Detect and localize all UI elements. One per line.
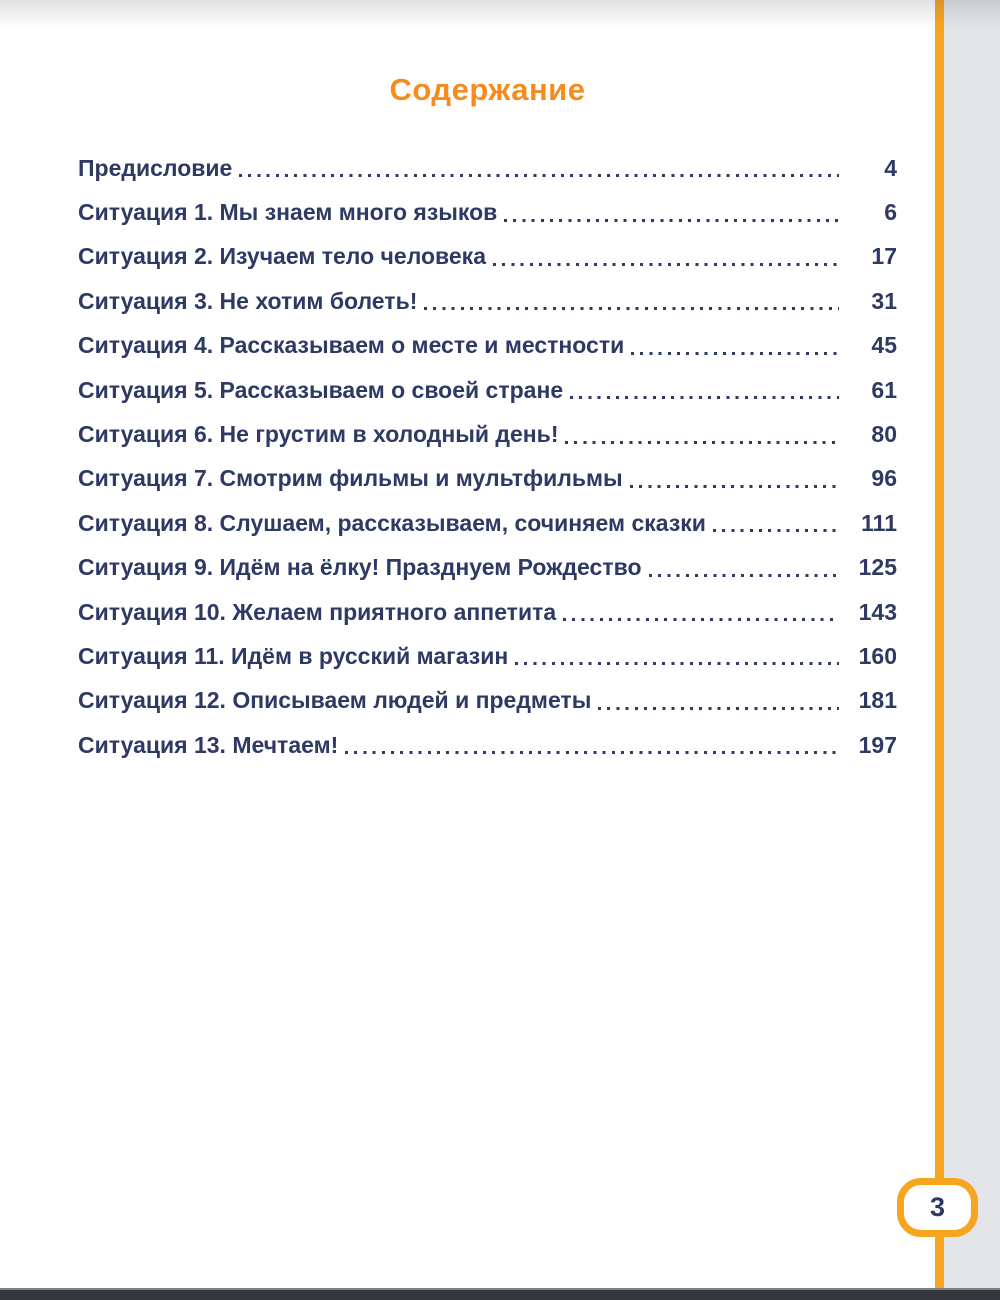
dot-leader xyxy=(713,501,839,545)
toc-entry[interactable] xyxy=(78,723,897,767)
toc-entry-page: 31 xyxy=(871,287,897,314)
dot-leader xyxy=(598,679,839,723)
dot-leader xyxy=(565,412,839,456)
toc-entry-label: Ситуация 10. Желаем приятного аппетита xyxy=(78,598,557,625)
toc-entry-label: Ситуация 12. Описываем людей и предметы xyxy=(78,687,592,714)
toc-entry[interactable] xyxy=(78,235,897,279)
toc-entry-page: 160 xyxy=(858,642,897,669)
dot-leader xyxy=(345,723,839,767)
toc-entry-label: Ситуация 8. Слушаем, рассказываем, сочиняем сказки xyxy=(78,509,706,536)
toc-entry-page: 17 xyxy=(871,243,897,270)
toc-entry-page: 4 xyxy=(884,154,897,181)
toc-entry-label: Ситуация 1. Мы знаем много языков xyxy=(78,199,498,226)
viewer-bottom-bar xyxy=(0,1288,1000,1300)
dot-leader xyxy=(631,324,839,368)
toc-entry-label: Ситуация 9. Идём на ёлку! Празднуем Рождество xyxy=(78,554,642,581)
toc-entry[interactable] xyxy=(78,412,897,456)
toc-entry-label: Ситуация 11. Идём в русский магазин xyxy=(78,642,509,669)
toc-entry[interactable] xyxy=(78,590,897,634)
toc-entry-label: Предисловие xyxy=(78,154,233,181)
toc-entry[interactable] xyxy=(78,634,897,678)
dot-leader xyxy=(504,190,839,234)
toc-entry-page: 45 xyxy=(871,332,897,359)
toc-entry-label: Ситуация 4. Рассказываем о месте и местности xyxy=(78,332,625,359)
dot-leader xyxy=(515,634,839,678)
dot-leader xyxy=(493,235,839,279)
toc-entry[interactable] xyxy=(78,457,897,501)
toc-entry-page: 6 xyxy=(884,199,897,226)
toc-entry[interactable] xyxy=(78,190,897,234)
dot-leader xyxy=(424,279,839,323)
page-number-label: 3 xyxy=(929,1192,946,1222)
toc-entry-label: Ситуация 6. Не грустим в холодный день! xyxy=(78,421,559,448)
toc-entry-page: 197 xyxy=(858,731,897,758)
toc-list xyxy=(78,146,897,767)
toc-entry[interactable] xyxy=(78,324,897,368)
toc-entry-label: Ситуация 2. Изучаем тело человека xyxy=(78,243,486,270)
page-title: Содержание xyxy=(389,72,586,107)
dot-leader xyxy=(649,546,840,590)
toc-entry[interactable] xyxy=(78,679,897,723)
toc-entry-label: Ситуация 3. Не хотим болеть! xyxy=(78,287,418,314)
toc-entry[interactable] xyxy=(78,368,897,412)
toc-entry[interactable] xyxy=(78,279,897,323)
dot-leader xyxy=(239,146,839,190)
toc-entry-page: 111 xyxy=(861,509,897,536)
page-edge-rule xyxy=(935,0,944,1288)
toc-entry-page: 61 xyxy=(871,376,897,403)
toc-entry[interactable] xyxy=(78,146,897,190)
toc-entry-page: 125 xyxy=(858,554,897,581)
page-number-badge xyxy=(897,1178,978,1237)
toc-page-content xyxy=(78,0,897,767)
toc-entry-label: Ситуация 13. Мечтаем! xyxy=(78,731,339,758)
dot-leader xyxy=(630,457,839,501)
toc-entry-page: 96 xyxy=(871,465,897,492)
toc-entry[interactable] xyxy=(78,501,897,545)
dot-leader xyxy=(563,590,839,634)
toc-entry[interactable] xyxy=(78,546,897,590)
dot-leader xyxy=(570,368,839,412)
page-outer-margin xyxy=(944,0,1000,1288)
toc-entry-label: Ситуация 7. Смотрим фильмы и мультфильмы xyxy=(78,465,623,492)
toc-entry-page: 181 xyxy=(858,687,897,714)
toc-entry-page: 143 xyxy=(858,598,897,625)
toc-entry-label: Ситуация 5. Рассказываем о своей стране xyxy=(78,376,564,403)
toc-entry-page: 80 xyxy=(871,421,897,448)
